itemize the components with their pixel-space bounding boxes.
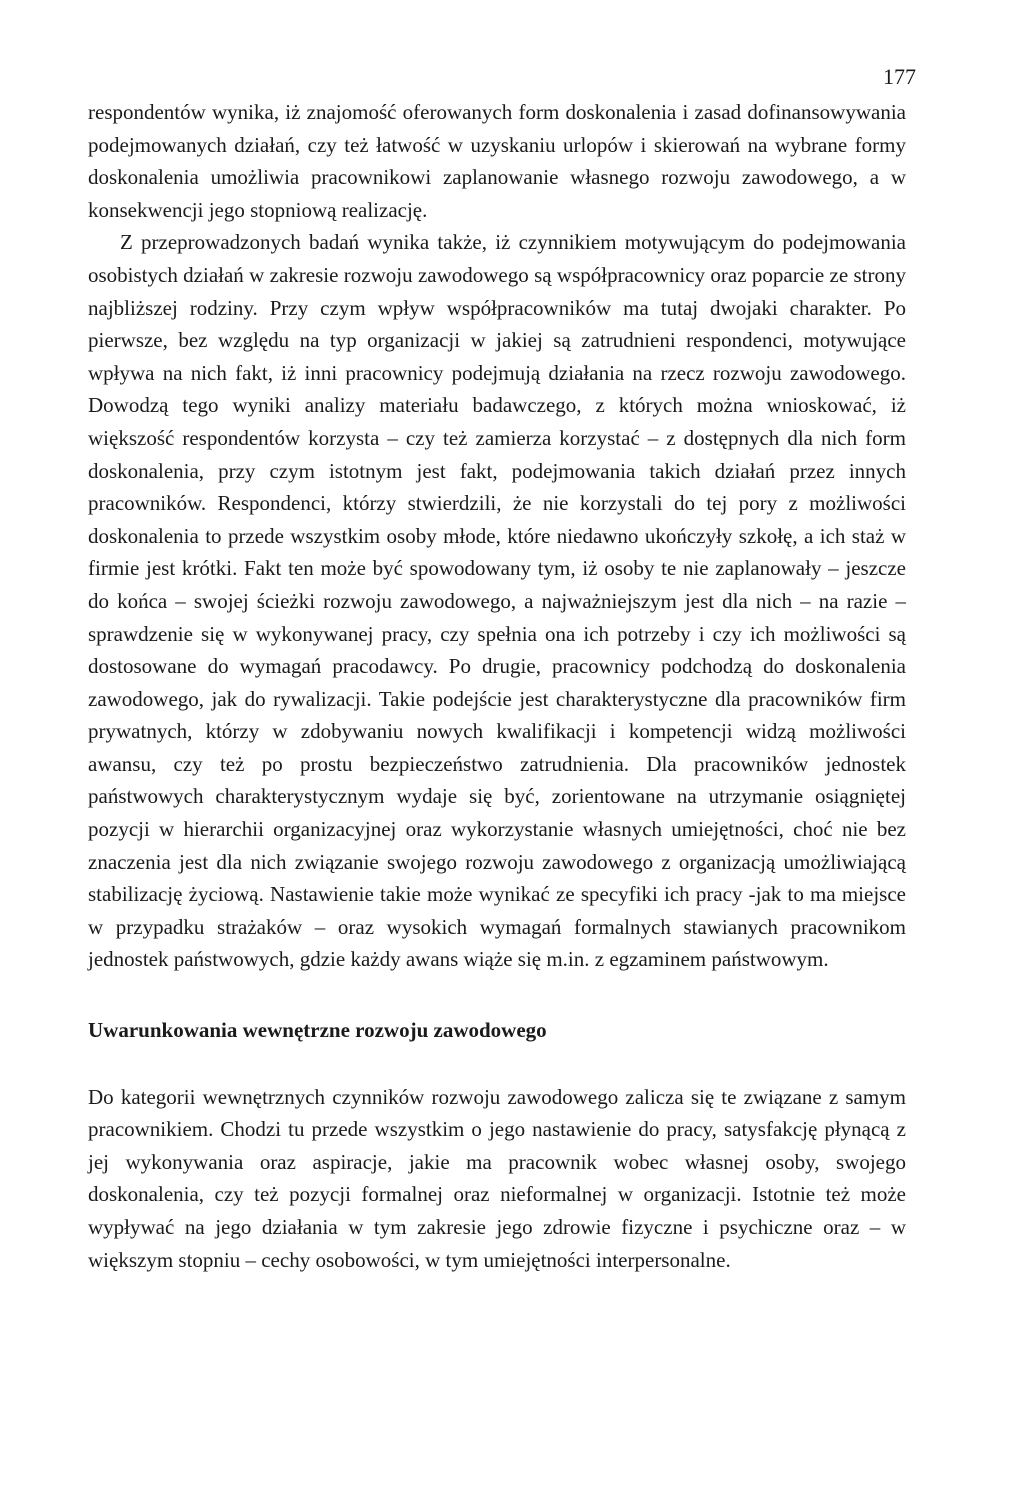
- paragraph-internal-factors: Do kategorii wewnętrznych czynników rozwoju zawodowego zalicza się te związane z samym pracownikiem. Chodzi tu przede wszystkim o jego nastawienie do pracy, satysfakcję płynącą z jej wykonywania oraz aspiracje, jakie ma pracownik wobec własnej osoby, swojego doskonalenia, czy też pozycji formalnej oraz nieformalnej w organizacji. Istotnie też może wypływać na jego działania w tym zakresie jego zdrowie fizyczne i psychiczne oraz – w większym stopniu – cechy osobowości, w tym umiejętności interpersonalne.: [88, 1084, 906, 1272]
- paragraph-research-findings: Z przeprowadzonych badań wynika także, iż czynnikiem motywującym do podejmowania osobistych działań w zakresie rozwoju zawodowego są współpracownicy oraz poparcie ze strony najbliższej rodziny. Przy czym wpływ współpracowników ma tutaj dwojaki charakter. Po pierwsze, bez względu na typ organizacji w jakiej są zatrudnieni respondenci, motywujące wpływa na nich fakt, iż inni pracownicy podejmują działania na rzecz rozwoju zawodowego. Dowodzą tego wyniki analizy materiału badawczego, z których można wnioskować, iż większość respondentów korzysta – czy też zamierza korzystać – z dostępnych dla nich form doskonalenia, przy czym istotnym jest fakt, podejmowania takich działań przez innych pracowników. Respondenci, którzy stwierdzili, że nie korzystali do tej pory z możliwości doskonalenia to przede wszystkim osoby młode, które niedawno ukończyły szkołę, a ich staż w firmie jest krótki. Fakt ten może być spowodowany tym, iż osoby te nie zaplanowały – jeszcze do końca – swojej ścieżki rozwoju zawodowego, a najważniejszym jest dla nich – na razie – sprawdzenie się w wykonywanej pracy, czy spełnia ona ich potrzeby i czy ich możliwości są dostosowane do wymagań pracodawcy. Po drugie, pracownicy podchodzą do doskonalenia zawodowego, jak do rywalizacji. Takie podejście jest charakterystyczne dla pracowników firm prywatnych, którzy w zdobywaniu nowych kwalifikacji i kompetencji widzą możliwości awansu, czy też po prostu bezpieczeństwo zatrudnienia. Dla pracowników jednostek państwowych charakterystycznym wydaje się być, zorientowane na utrzymanie osiągniętej pozycji w hierarchii organizacyjnej oraz wykorzystanie własnych umiejętności, choć nie bez znaczenia jest dla nich związanie swojego rozwoju zawodowego z organizacją umożliwiającą stabilizację życiową. Nastawienie takie może wynikać ze specyfiki ich pracy -jak to ma miejsce w przypadku strażaków – oraz wysokich wymagań formalnych stawianych pracownikom jednostek państwowych, gdzie każdy awans wiąże się m.in. z egzaminem państwowym.: [88, 230, 906, 972]
- section-heading: Uwarunkowania wewnętrzne rozwoju zawodowego: [88, 1018, 547, 1043]
- page-number: 177: [883, 64, 916, 89]
- page-body: [88, 96, 906, 1276]
- paragraph-continuation: respondentów wynika, iż znajomość oferowanych form doskonalenia i zasad dofinansowywania podejmowanych działań, czy też łatwość w uzyskaniu urlopów i skierowań na wybrane formy doskonalenia umożliwia pracownikowi zaplanowanie własnego rozwoju zawodowego, a w konsekwencji jego stopniową realizację.: [88, 100, 906, 222]
